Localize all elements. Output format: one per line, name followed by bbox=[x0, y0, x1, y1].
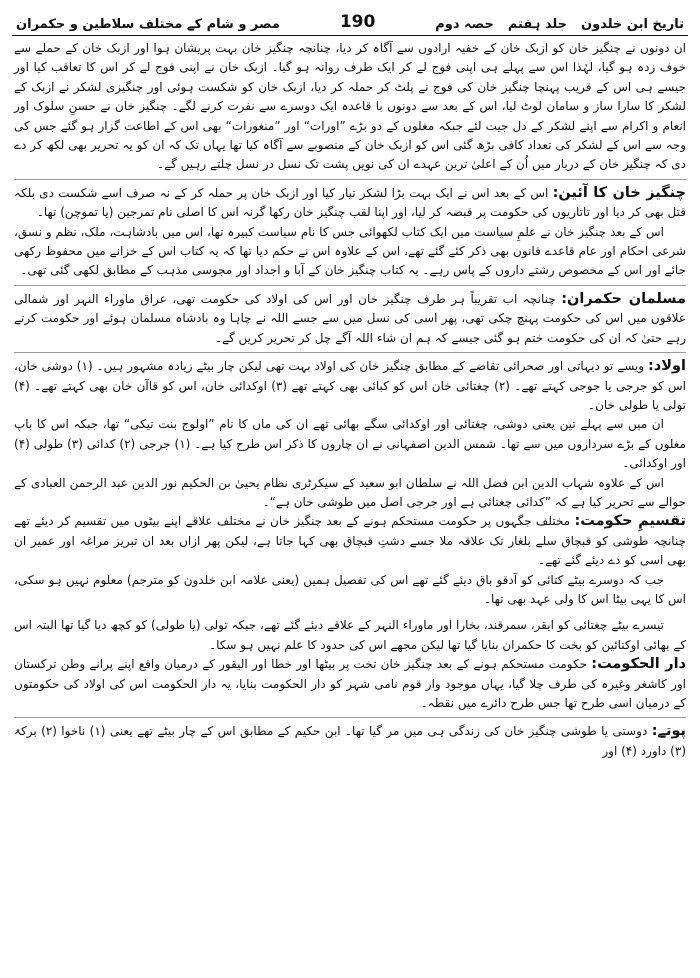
body-text bbox=[12, 36, 688, 761]
paragraph-text: ویسے تو دیہاتی اور صحرائی تقاضے کے مطابق چنگیز خان کی اولاد بہت تھی لیکن چار بیٹے زیادہ مشہور ہیں۔ (۱) دوشی خان، اس کو جرجی یا جوجی کہتے تھے۔ (۲) چغتائی خان اس کو کبائی بھی کہتے تھے (۳) اوکدائی خان، اس کو قاآن خان بھی کہتے تھے۔ (۴) تولی یا طولی خان۔ bbox=[14, 359, 686, 412]
paragraph bbox=[14, 616, 686, 655]
spacer bbox=[14, 609, 686, 616]
paragraph-text: چنانچہ اب تقریباً ہر طرف چنگیز خان اور اس کی اولاد کی حکومت تھی، عراق ماوراء النہر اور شمالی علاقوں میں اس کی حکومت پہنچ چکی تھی، پھر اسی کی نسل میں سے جسے اللہ نے چاہا وہ بادشاہ مسلمان ہوئے اور حکومت کرتے رہے حتیٰ کہ ان کی حکومت ختم ہو گئی جیسے کہ ہم ان شاء اللہ آگے چل کر تحریر کریں گے۔ bbox=[14, 291, 686, 345]
paragraph bbox=[14, 655, 686, 713]
section-divider bbox=[14, 179, 686, 180]
section-heading: اولاد: bbox=[647, 358, 687, 375]
paragraph-text: حکومت مستحکم ہونے کے بعد چنگیز خان تخت پر بیٹھا اور خطا اور الیقور کے درمیان واقع اپنے پرانے وطن ترکستان اور کاشغر وغیرہ کی طرف چلا گیا، یہاں موجود وار قوم نامی شہر کو دار الحکومت بنایا، یہ دار الحکومت اس کی اولاد کی حکومتوں کے درمیان اسی طرح تھا جس طرح دائرے میں نقطہ۔ bbox=[14, 657, 686, 710]
paragraph-text: اس کے بعد اس نے ایک بہت بڑا لشکر تیار کیا اور ازبک خان پر حملہ کر کے نہ صرف اسے شکست دی بلکہ قتل بھی کر دیا اور تاتاریوں کی حکومت پر قبضہ کر لیا، اور اپنا لقب چنگیز خان رکھا گرنہ اس کا اصلی نام تمرجین (یا تموچن) تھا۔ bbox=[14, 185, 686, 220]
volume-label: جلد ہفتم bbox=[507, 17, 568, 32]
paragraph bbox=[14, 357, 686, 415]
section-heading: تقسیمِ حکومت: bbox=[574, 513, 686, 530]
paragraph bbox=[14, 290, 686, 348]
section-divider bbox=[14, 717, 686, 718]
paragraph bbox=[14, 415, 686, 473]
page-number: 190 bbox=[339, 12, 376, 32]
paragraph-text: اس کے علاوہ شہاب الدین ابن فضل اللہ نے سلطان ابو سعید کے سیکرٹری نظام یحییٰ بن الحکیم نور الدین عبد الرحمن العبادی کے حوالے سے تحریر کیا ہے کہ ”کدائی چغتائی ہے اور جرجی اصل میں طوشی خان ہے“۔ bbox=[14, 475, 686, 509]
paragraph bbox=[14, 39, 686, 175]
paragraph-text: جب کہ دوسرے بیٹے کتائی کو آدقو باق دیئے گئے تھے اس کی تفصیل ہمیں (یعنی علامہ ابن خلدون کو مترجم) معلوم نہیں ہو سکی، اس کا یہی بیٹا اس کا ولی عہد بھی تھا۔ bbox=[14, 572, 686, 606]
section-heading: پوتے: bbox=[651, 723, 686, 740]
paragraph-text: ان میں سے پہلے تین یعنی دوشی، چغتائی اور اوکدائی سگے بھائی تھے ان کی ماں کا نام ”اولوج بنت تیکی“ تھا، جبکہ اس کا باپ مغلوں کے بڑے سرداروں میں سے تھا۔ شمس الدین اصفہانی نے ان چاروں کا ذکر اس طرح کیا ہے۔ (۱) جرجی (۲) کدائی (۳) طولی (۴) اور اوکدائی۔ bbox=[14, 417, 686, 471]
paragraph-text: اس کے بعد چنگیز خان نے علمِ سیاست میں ایک کتاب لکھوائی جس کا نام سیاست کبیرہ تھا، اس میں بادشاہت، ملک، نظم و نسق، شرعی احکام اور عام قاعدے قانون بھی ذکر کئے گئے تھے، اس کے علاوہ اس نے حکم دیا تھا کہ یہ کتاب اس کے خزانے میں محفوظ رکھی جائے اور اس کے مخصوص رشتے داروں کے پاس رہے۔ یہ کتاب چنگیز خان کے آبا و اجداد اور مجوسی مذہب کے مطابق لکھی گئی تھی۔ bbox=[14, 224, 686, 278]
book-title: تاریخ ابن خلدون bbox=[581, 17, 684, 32]
part-label: حصہ دوم bbox=[435, 17, 494, 32]
section-divider bbox=[14, 285, 686, 286]
paragraph bbox=[14, 722, 686, 761]
chapter-title: مصر و شام کے مختلف سلاطین و حکمران bbox=[16, 17, 280, 32]
paragraph-text: مختلف جگہوں پر حکومت مستحکم ہونے کے بعد چنگیز خان نے مختلف علاقے اپنے بیٹوں میں تقسیم کر دیئے تھے چنانچہ طوشی کو قبچاق سلے بلغار تک علاقہ ملا جسے دشتِ قبچاق بھی کہا جاتا ہے، لیکن پھر ازاں بعد ان تبریز مراغہ اور عمیر ان بھی اسی کو دے دیئے گئے تھے۔ bbox=[14, 514, 686, 568]
paragraph bbox=[14, 223, 686, 281]
paragraph bbox=[14, 184, 686, 223]
paragraph bbox=[14, 571, 686, 610]
paragraph-text: تیسرے بیٹے چغتائی کو ایقر، سمرقند، بخارا اور ماوراء النہر کے علاقے دیئے گئے تھے، جبکہ تولی (یا طولی) کو کچھ دیا گیا تھا البتہ اس کے بھائی اوکتائین کو بخت کا حکمران بنایا گیا تھا لیکن مجھے اس کی حدود کا علم نہیں ہو سکا۔ bbox=[14, 618, 686, 652]
paragraph-text: ان دونوں نے چنگیز خان کو ازبک خان کے خفیہ ارادوں سے آگاہ کر دیا، چنانچہ چنگیز خان بہت پریشان ہوا اور ازبک خان کے حملے سے خوف زدہ ہو گیا، لہٰذا اس سے پہلے ہی اپنی فوج لے کر ایک طرف روانہ ہو گیا۔ ازبک خان نے اپنی فوج لے کر اس کا تعاقب کیا اور جیسے ہی اس کے قریب پہنچا چنگیز خان کی فوج نے پلٹ کر حملہ کر دیا، ازبک خان کو شکست ہوئی اور چنگیزی لشکر نے ازبک کے لشکر کا سارا ساز و سامان لوٹ لیا، اس کے بعد سے دونوں با قاعدہ ایک دوسرے سے نفرت کرنے لگے۔ چنگیز خان نے حسنِ سلوک اور انعام و اکرام سے اپنے لشکر کے دل جیت لئے جبکہ مغلوں کے دو بڑے ”اورات“ اور ”منغورات“ بھی اس کے اطاعت گزار ہو گئے جس کی وجہ سے اس کے لشکر کی تعداد کافی بڑھ گئی اس کو ازبک خان کے منصوبے سے آگاہ کیا تھا یہاں تک کہ ان کو یہ تحریر بھی لکھ کر دے دی کہ چنگیز خان کے دربار میں اُن کے اعلیٰ ترین عہدے ان کی نویں پشت تک نسل در نسل چلتے رہیں گے۔ bbox=[14, 41, 686, 172]
section-heading: مسلمان حکمران: bbox=[561, 290, 686, 307]
header-right bbox=[435, 17, 684, 32]
paragraph-text: دوستی یا طوشی چنگیز خان کی زندگی ہی میں مر گیا تھا۔ ابن حکیم کے مطابق اس کے چار بیٹے تھے یعنی (۱) ناخوا (۲) برکۃ (۳) داورد (۴) اور bbox=[14, 724, 686, 758]
paragraph bbox=[14, 474, 686, 513]
section-divider bbox=[14, 352, 686, 353]
paragraph bbox=[14, 512, 686, 570]
running-header bbox=[12, 4, 688, 36]
section-heading: چنگیز خان کا آئین: bbox=[552, 184, 687, 201]
section-heading: دار الحکومت: bbox=[591, 656, 686, 673]
